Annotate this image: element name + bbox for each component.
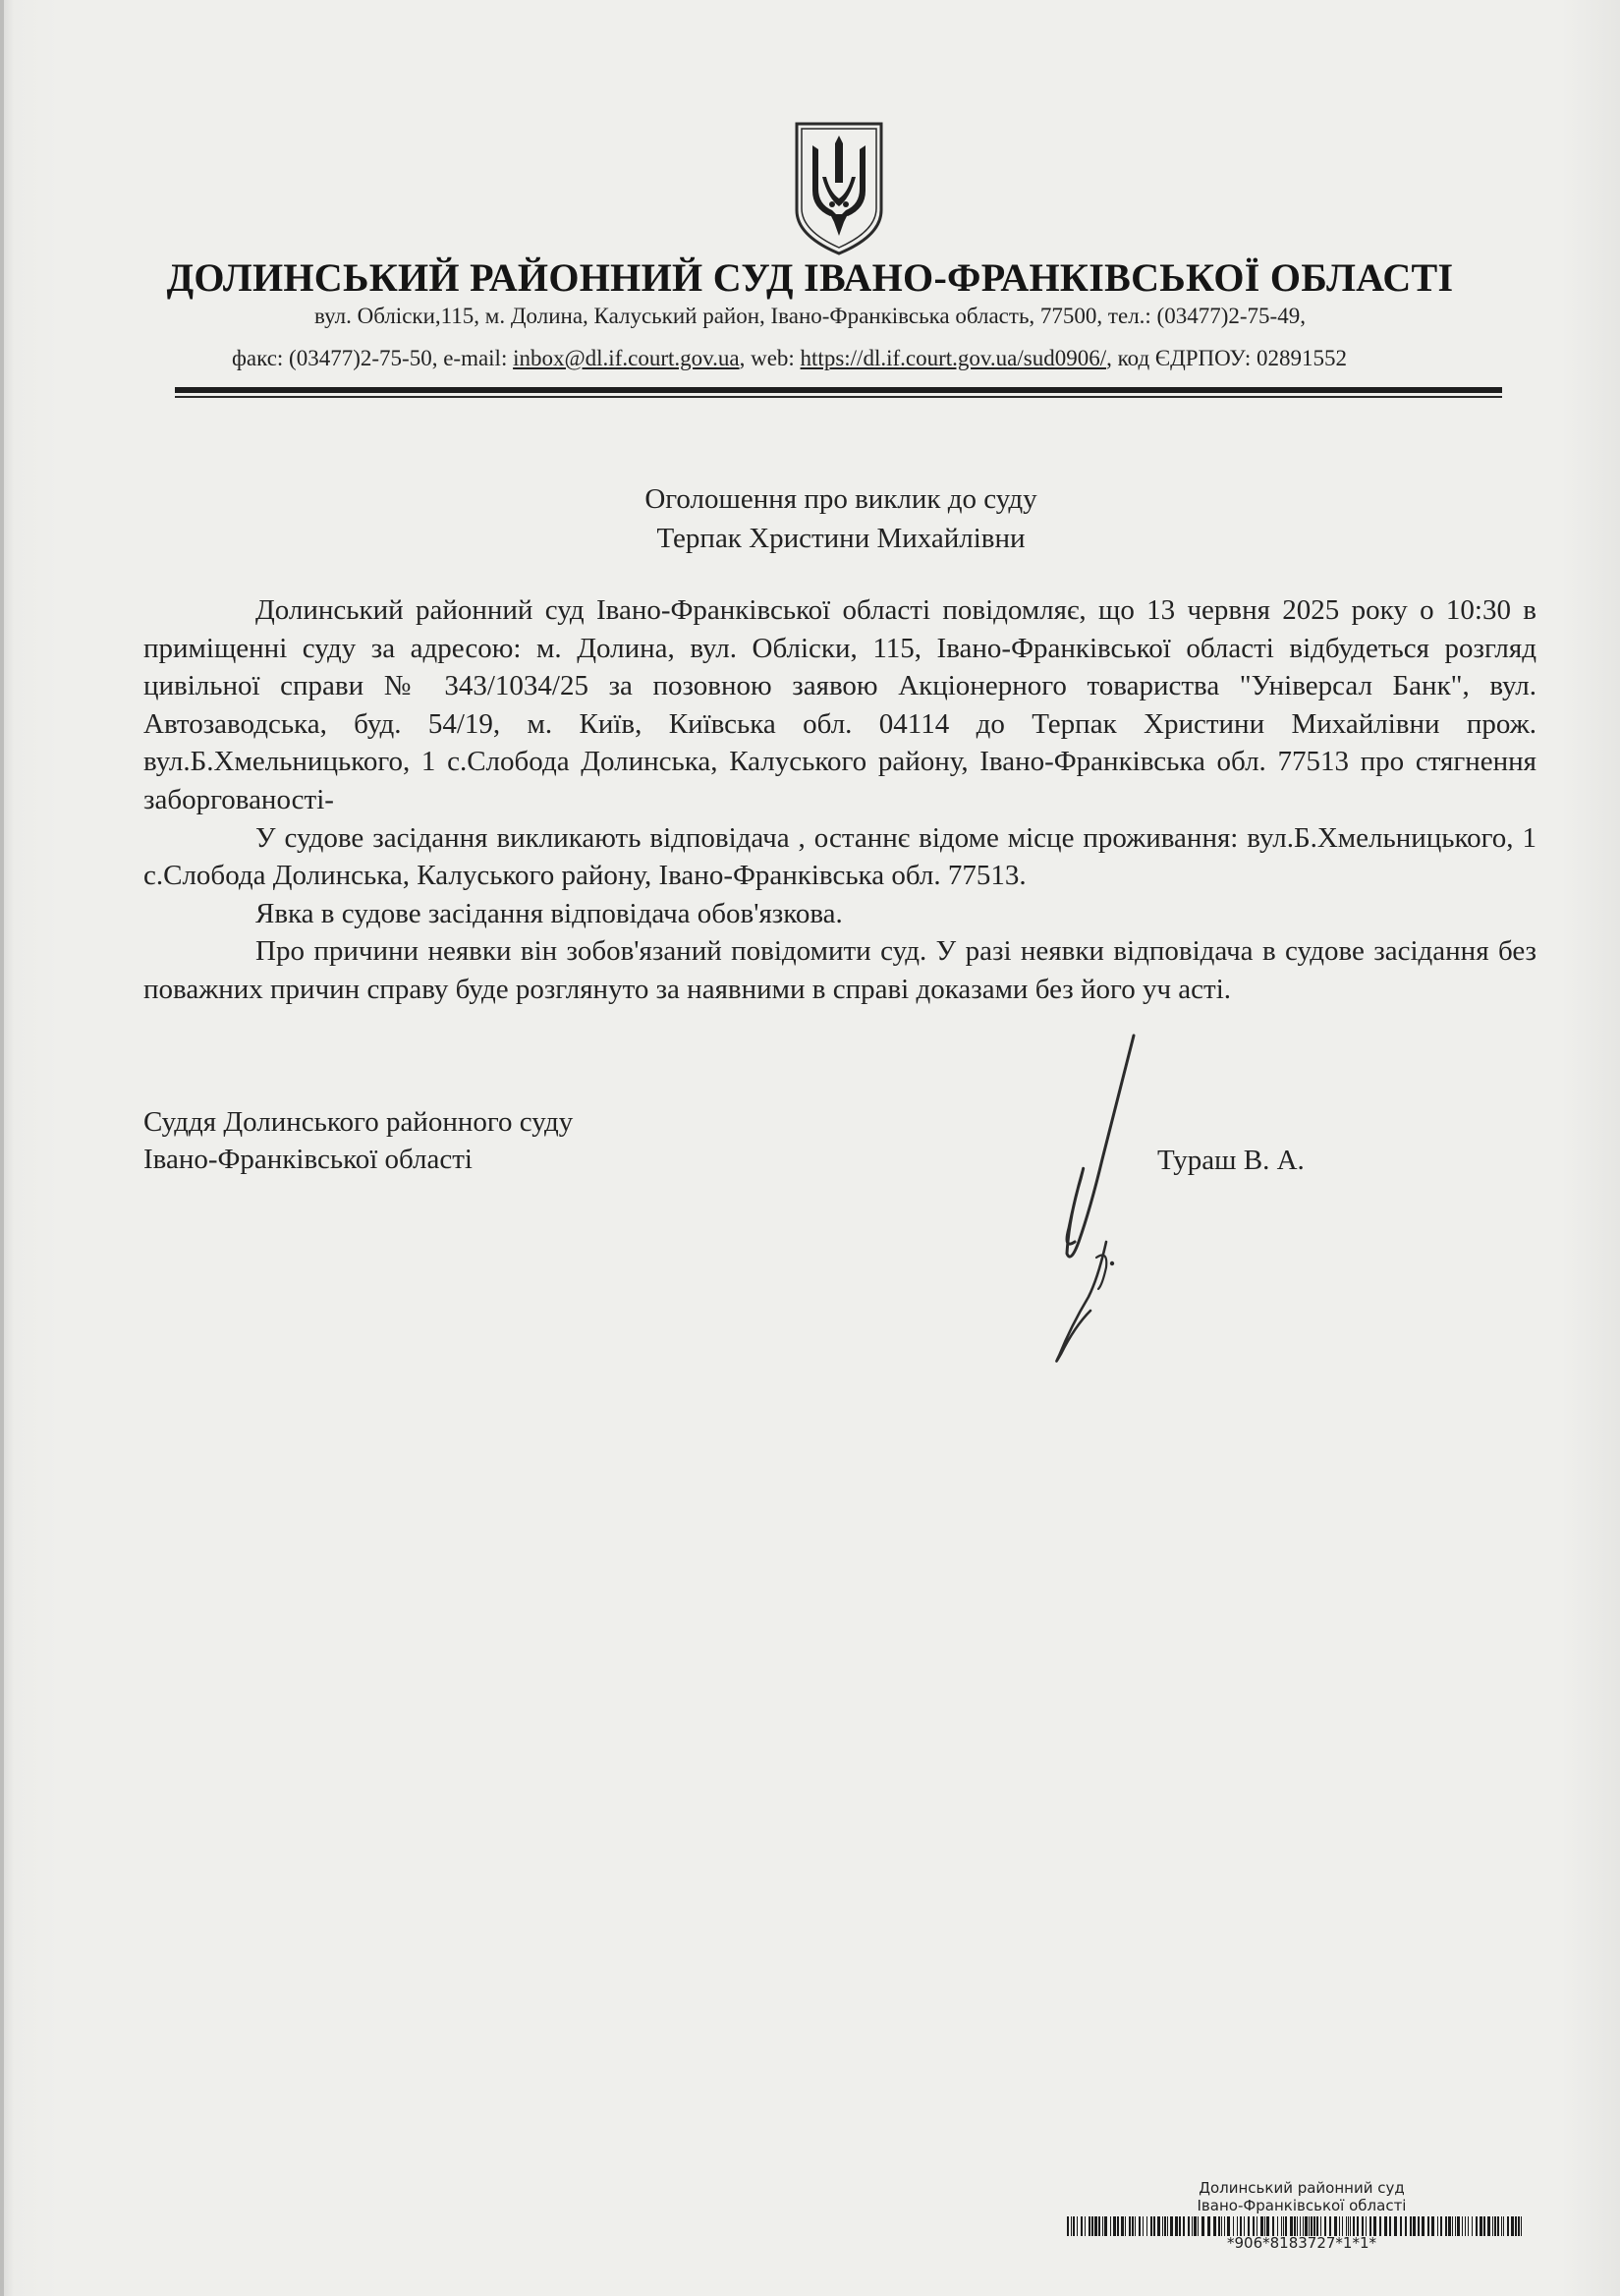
fax-text: факс: (03477)2-75-50, e-mail: — [232, 346, 514, 370]
edrpou-code: , код ЄДРПОУ: 02891552 — [1106, 346, 1348, 370]
barcode-bar — [1305, 2216, 1308, 2236]
barcode-bar — [1237, 2216, 1238, 2236]
barcode-bar — [1071, 2216, 1072, 2236]
judge-title-line2: Івано-Франківської області — [143, 1144, 473, 1175]
header-rule-thin — [175, 396, 1502, 398]
barcode-bar — [1179, 2216, 1181, 2236]
barcode-bar — [1283, 2216, 1284, 2236]
barcode-bar — [1507, 2216, 1509, 2236]
barcode-bar — [1350, 2216, 1351, 2236]
barcode-bar — [1309, 2216, 1310, 2236]
stamp-line2: Івано-Франківської області — [1197, 2197, 1407, 2214]
barcode-bar — [1244, 2216, 1245, 2236]
header-rule — [175, 387, 1502, 393]
barcode-bar — [1369, 2216, 1371, 2236]
barcode-bar — [1515, 2216, 1517, 2236]
barcode-bar — [1480, 2216, 1482, 2236]
barcode-bar — [1188, 2216, 1190, 2236]
barcode-bar — [1153, 2216, 1155, 2236]
barcode-bar — [1303, 2216, 1304, 2236]
registry-stamp — [1159, 2179, 1444, 2214]
barcode-bar — [1094, 2216, 1097, 2236]
barcode-bar — [1073, 2216, 1075, 2236]
barcode-bar — [1311, 2216, 1313, 2236]
barcode-bar — [1157, 2216, 1160, 2236]
barcode-bar — [1362, 2216, 1364, 2236]
barcode-bar — [1413, 2216, 1416, 2236]
barcode-bar — [1346, 2216, 1347, 2236]
barcode-bar — [1476, 2216, 1478, 2236]
barcode — [1067, 2216, 1527, 2236]
barcode-bar — [1170, 2216, 1173, 2236]
barcode-bar — [1290, 2216, 1293, 2236]
barcode-bar — [1501, 2216, 1502, 2236]
barcode-bar — [1139, 2216, 1141, 2236]
handwritten-signature — [1012, 1032, 1159, 1366]
barcode-bar — [1521, 2216, 1522, 2236]
barcode-bar — [1313, 2216, 1315, 2236]
notice-body — [143, 591, 1536, 1009]
barcode-bar — [1422, 2216, 1424, 2236]
barcode-bar — [1427, 2216, 1429, 2236]
barcode-bar — [1492, 2216, 1493, 2236]
barcode-bar — [1183, 2216, 1185, 2236]
barcode-bar — [1483, 2216, 1485, 2236]
barcode-bar — [1067, 2216, 1069, 2236]
website-link[interactable]: https://dl.if.court.gov.ua/sud0906/ — [800, 346, 1107, 370]
barcode-bar — [1164, 2216, 1166, 2236]
barcode-bar — [1353, 2216, 1355, 2236]
judge-title-line1: Суддя Долинського районного суду — [143, 1106, 574, 1138]
barcode-bar — [1511, 2216, 1514, 2236]
barcode-bar — [1297, 2216, 1298, 2236]
barcode-number: *906*8183727*1*1* — [1226, 2234, 1377, 2252]
stamp-line1: Долинський районний суд — [1199, 2179, 1405, 2197]
barcode-bar — [1462, 2216, 1463, 2236]
barcode-bar — [1452, 2216, 1453, 2236]
barcode-bar — [1077, 2216, 1078, 2236]
barcode-bar — [1218, 2216, 1220, 2236]
barcode-bar — [1264, 2216, 1265, 2236]
barcode-bar — [1389, 2216, 1391, 2236]
barcode-bar — [1342, 2216, 1343, 2236]
barcode-bar — [1175, 2216, 1178, 2236]
scan-edge — [0, 0, 4, 2296]
barcode-bar — [1085, 2216, 1086, 2236]
barcode-bar — [1518, 2216, 1520, 2236]
barcode-bar — [1248, 2216, 1250, 2236]
barcode-bar — [1091, 2216, 1093, 2236]
barcode-bar — [1227, 2216, 1230, 2236]
barcode-bar — [1487, 2216, 1490, 2236]
barcode-bar — [1405, 2216, 1407, 2236]
barcode-bar — [1272, 2216, 1274, 2236]
judge-title — [143, 1103, 573, 1178]
barcode-bar — [1098, 2216, 1100, 2236]
barcode-bar — [1146, 2216, 1147, 2236]
barcode-bar — [1357, 2216, 1359, 2236]
notice-title-line2: Терпак Христини Михайлівни — [656, 523, 1026, 554]
barcode-bar — [1113, 2216, 1116, 2236]
barcode-bar — [1324, 2216, 1326, 2236]
barcode-bar — [1294, 2216, 1296, 2236]
body-paragraph-3: Явка в судове засідання відповідача обов'язкова. — [255, 897, 843, 929]
barcode-bar — [1373, 2216, 1376, 2236]
barcode-bar — [1281, 2216, 1282, 2236]
barcode-bar — [1445, 2216, 1447, 2236]
barcode-bar — [1253, 2216, 1255, 2236]
barcode-bar — [1266, 2216, 1269, 2236]
body-paragraph-2: У судове засідання викликають відповідача , останнє відоме місце проживання: вул.Б.Хмельницького, 1 с.Слобода Долинська, Калуського району, Івано-Франківська обл. 77513. — [143, 821, 1536, 892]
court-name: ДОЛИНСЬКИЙ РАЙОННИЙ СУД ІВАНО-ФРАНКІВСЬКОЇ ОБЛАСТІ — [166, 255, 1454, 300]
notice-title — [0, 479, 1620, 558]
barcode-bar — [1503, 2216, 1504, 2236]
barcode-bar — [1277, 2216, 1278, 2236]
body-paragraph-1: Долинський районний суд Івано-Франківської області повідомляє, що 13 червня 2025 року о 10:30 в приміщенні суду за адресою: м. Долина, вул. Обліски, 115, Івано-Франківської області відбудеться розгляд цивільної справи № 343/1034/25 за позовною заявою Акціонерного товариства "Універсал Банк", вул. Автозаводська, буд. 54/19, м. Київ, Київська обл. 04114 до Терпак Христини Михайлівни прож. вул.Б.Хмельницького, 1 с.Слобода Долинська, Калуського району, Івано-Франківська обл. 77513 про стягнення заборгованості- — [143, 594, 1536, 815]
barcode-bar — [1320, 2216, 1321, 2236]
barcode-bar — [1410, 2216, 1412, 2236]
barcode-bar — [1437, 2216, 1438, 2236]
barcode-bar — [1198, 2216, 1199, 2236]
barcode-bar — [1329, 2216, 1331, 2236]
barcode-bar — [1379, 2216, 1381, 2236]
barcode-bar — [1221, 2216, 1222, 2236]
barcode-bar — [1132, 2216, 1134, 2236]
barcode-bar — [1135, 2216, 1136, 2236]
barcode-bar — [1150, 2216, 1152, 2236]
barcode-bar — [1167, 2216, 1168, 2236]
barcode-bar — [1394, 2216, 1397, 2236]
barcode-bar — [1081, 2216, 1083, 2236]
barcode-bar — [1300, 2216, 1301, 2236]
barcode-bar — [1339, 2216, 1340, 2236]
barcode-bar — [1213, 2216, 1216, 2236]
notice-title-line1: Оголошення про виклик до суду — [644, 483, 1037, 515]
barcode-bar — [1316, 2216, 1318, 2236]
web-label: , web: — [739, 346, 801, 370]
barcode-bar — [1201, 2216, 1204, 2236]
barcode-bar — [1104, 2216, 1107, 2236]
barcode-bar — [1089, 2216, 1090, 2236]
barcode-bar — [1457, 2216, 1460, 2236]
judge-name: Тураш В. А. — [1157, 1145, 1305, 1176]
barcode-bar — [1448, 2216, 1451, 2236]
trident-coat-of-arms-icon — [793, 120, 885, 257]
barcode-bar — [1121, 2216, 1124, 2236]
email-link[interactable]: inbox@dl.if.court.gov.ua — [513, 346, 740, 370]
barcode-bar — [1260, 2216, 1263, 2236]
court-address: вул. Обліски,115, м. Долина, Калуський район, Івано-Франківська область, 77500, тел.: (03477)2-75-49, — [314, 304, 1306, 328]
barcode-bar — [1334, 2216, 1337, 2236]
barcode-bar — [1384, 2216, 1387, 2236]
barcode-bar — [1497, 2216, 1499, 2236]
barcode-bar — [1455, 2216, 1456, 2236]
barcode-bar — [1224, 2216, 1225, 2236]
barcode-bar — [1431, 2216, 1434, 2236]
barcode-bar — [1494, 2216, 1496, 2236]
barcode-bar — [1440, 2216, 1442, 2236]
body-paragraph-4: Про причини неявки він зобов'язаний повідомити суд. У разі неявки відповідача в судове засідання без поважних причин справу буде розглянуто за наявними в справі доказами без його уч асті. — [143, 935, 1536, 1005]
barcode-bar — [1125, 2216, 1126, 2236]
court-contacts — [232, 346, 1450, 371]
barcode-bar — [1194, 2216, 1197, 2236]
barcode-bar — [1117, 2216, 1119, 2236]
barcode-bar — [1240, 2216, 1242, 2236]
barcode-bar — [1400, 2216, 1402, 2236]
barcode-bar — [1207, 2216, 1210, 2236]
barcode-bar — [1465, 2216, 1466, 2236]
barcode-bar — [1366, 2216, 1367, 2236]
barcode-bar — [1102, 2216, 1103, 2236]
barcode-bar — [1233, 2216, 1234, 2236]
barcode-bar — [1162, 2216, 1163, 2236]
barcode-bar — [1143, 2216, 1144, 2236]
barcode-bar — [1129, 2216, 1131, 2236]
barcode-bar — [1348, 2216, 1349, 2236]
barcode-bar — [1472, 2216, 1473, 2236]
barcode-bar — [1418, 2216, 1420, 2236]
barcode-bar — [1110, 2216, 1111, 2236]
barcode-bar — [1192, 2216, 1193, 2236]
barcode-bar — [1468, 2216, 1469, 2236]
barcode-bar — [1285, 2216, 1287, 2236]
